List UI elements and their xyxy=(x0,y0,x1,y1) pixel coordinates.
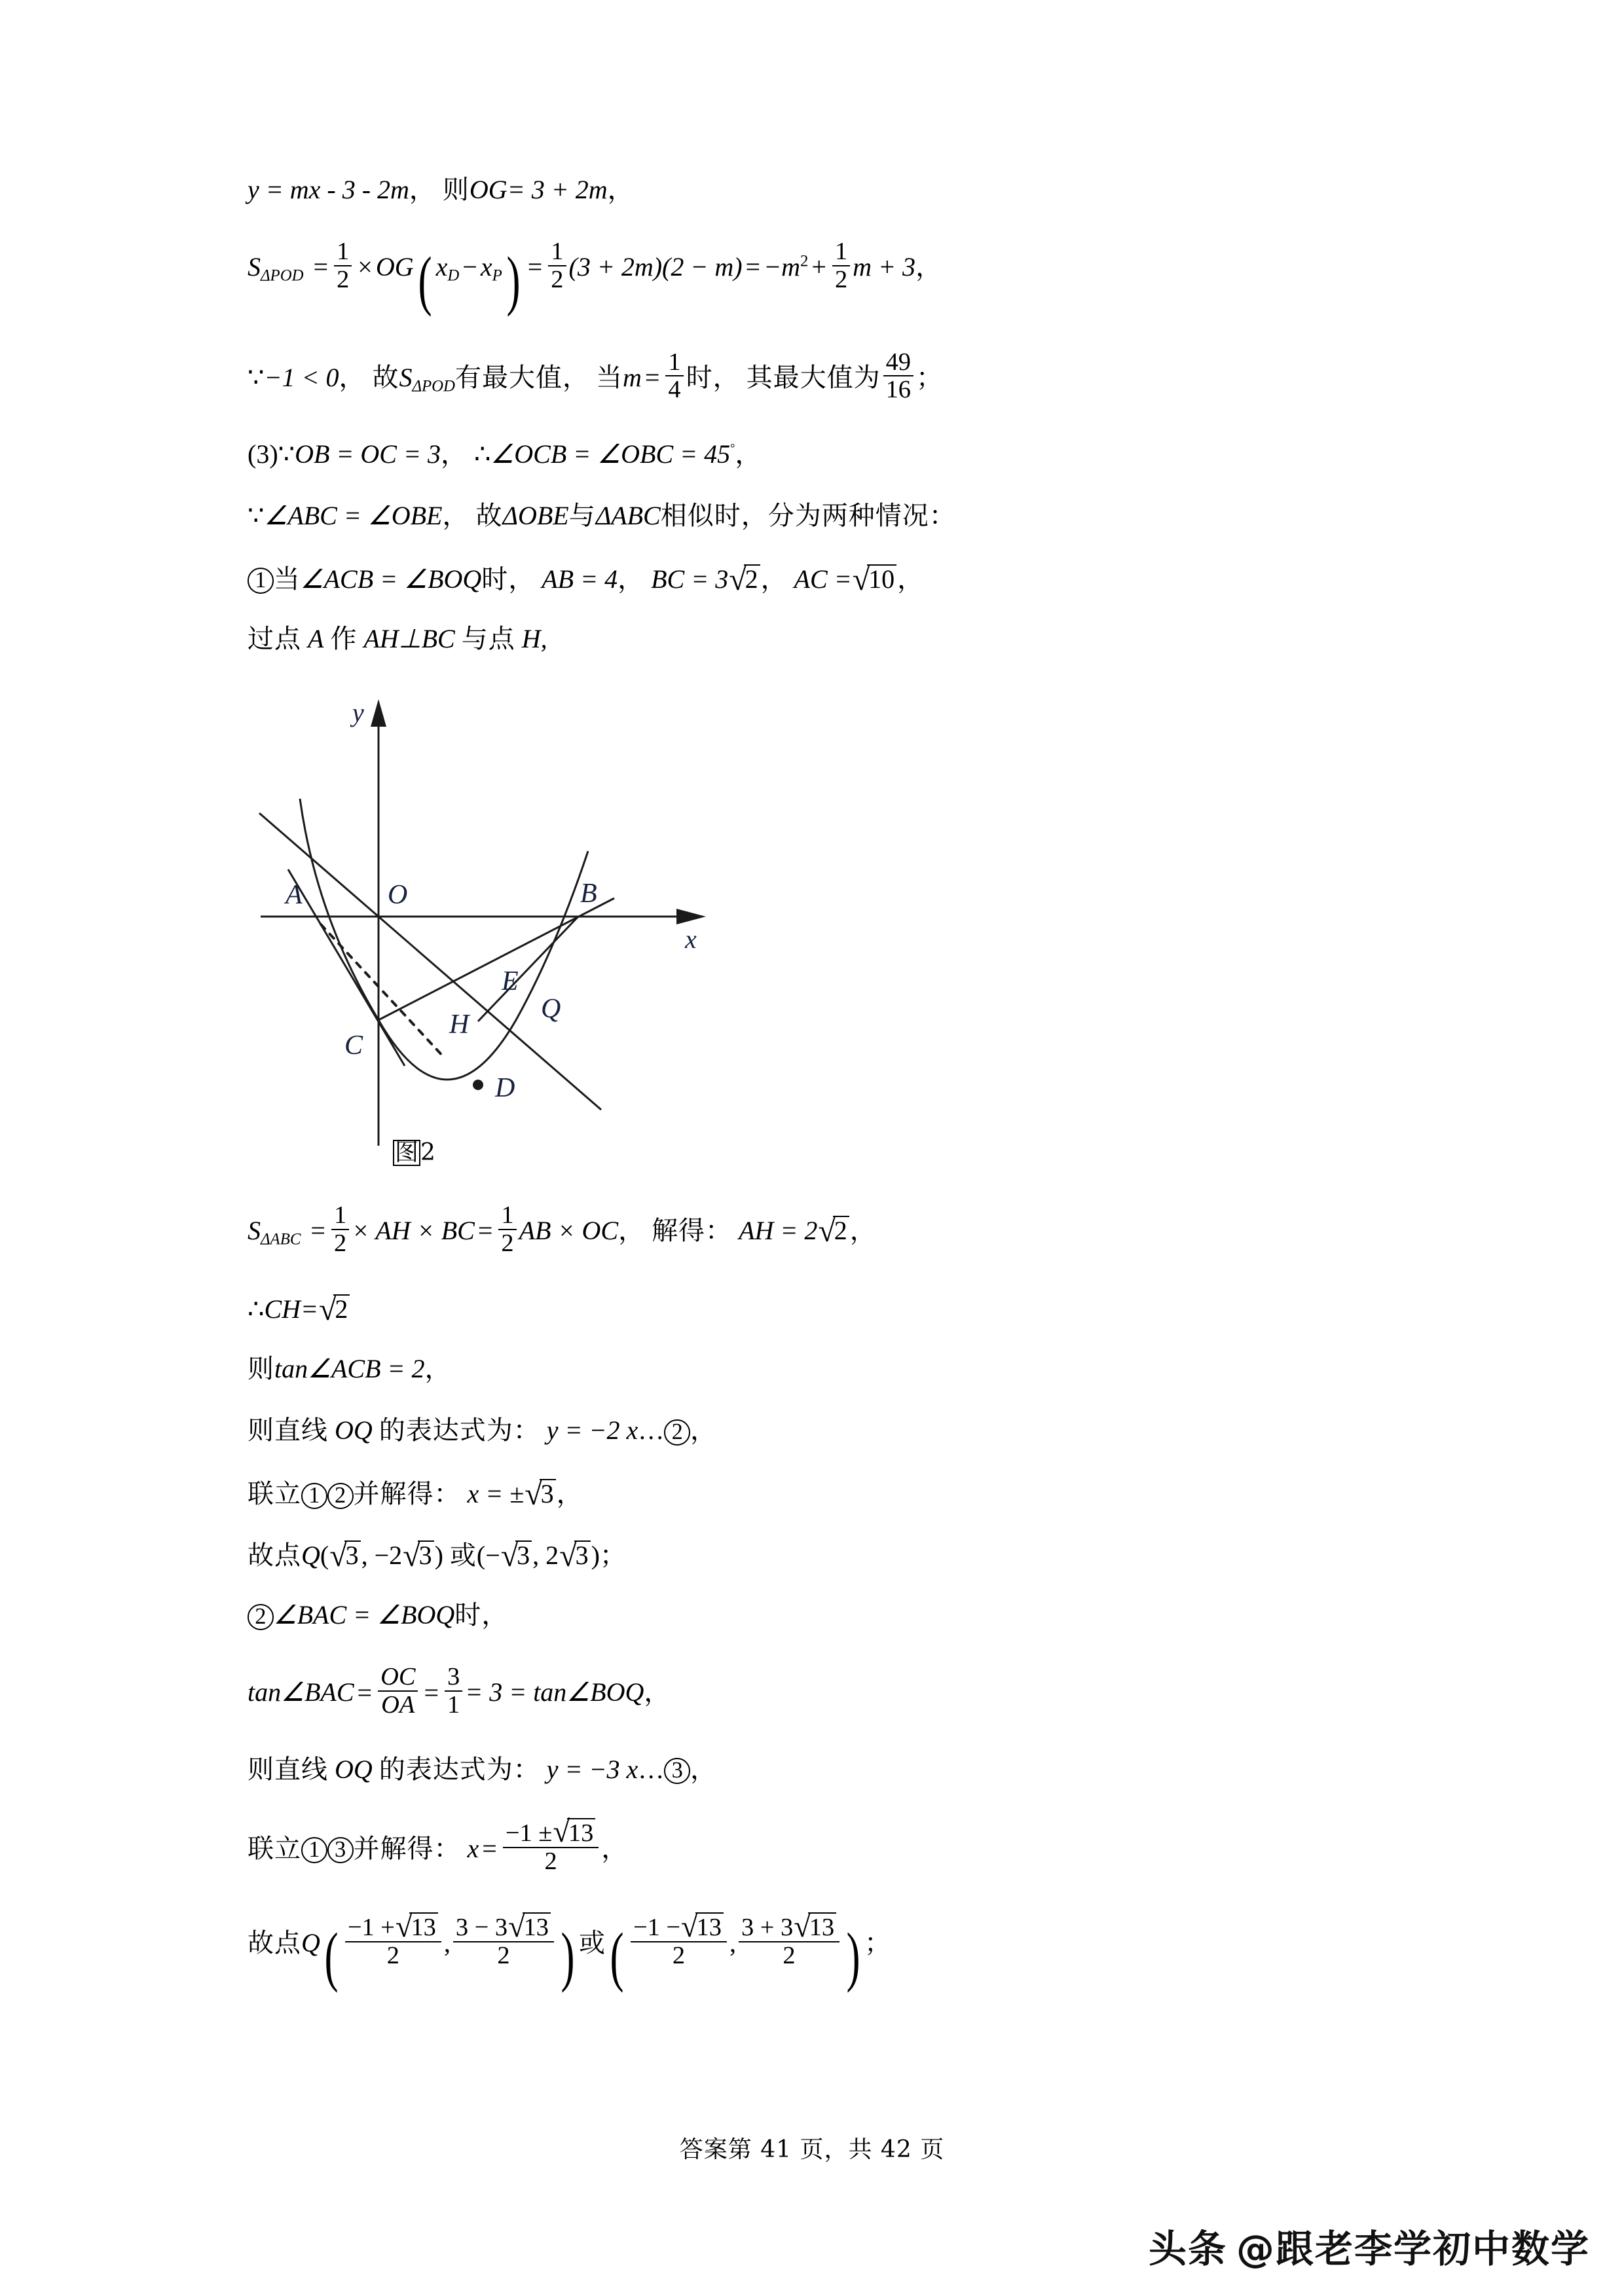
text-shi-2: 时， xyxy=(481,564,536,595)
expr-y-mx: y = mx - 3 - 2m xyxy=(248,175,409,204)
text-then-line: 则直线 xyxy=(248,1415,328,1446)
subscript-P: P xyxy=(492,266,502,285)
semicolon-3: ； xyxy=(864,1928,892,1959)
expr-ch-equals: CH= xyxy=(264,1294,319,1324)
solution-x-pm-sqrt3: x = ± xyxy=(467,1479,525,1509)
ref-marker-3b: 3 xyxy=(327,1837,354,1863)
expr-product: (3 + 2m)(2 − m) xyxy=(568,252,743,282)
paren-open-2: ( xyxy=(320,1540,329,1571)
caption-number: 2 xyxy=(420,1139,435,1167)
text-and-solve-2: 并解得： xyxy=(353,1833,461,1864)
length-bc: BC = 3 xyxy=(651,564,729,594)
text-similar-two-cases: 相似时，分为两种情况： xyxy=(660,501,956,532)
text-solving-gives: 解得： xyxy=(652,1216,733,1247)
part-number-3: (3) xyxy=(248,439,278,469)
text-shi: 时， xyxy=(686,362,740,393)
because-symbol-2: ∵ xyxy=(278,439,295,469)
expr-angle-bac-boq: ∠BAC = ∠BOQ xyxy=(273,1600,455,1630)
text-combine-1: 联立 xyxy=(248,1479,301,1510)
sqrt-13-b1: √ 13 xyxy=(681,1912,724,1941)
paren-close-1: ) xyxy=(506,243,521,318)
text-at-point: 与点 xyxy=(461,624,515,655)
text-shi-3: 时， xyxy=(454,1600,509,1631)
segment-og-2: OG xyxy=(375,252,414,282)
point-q-ref-1: Q xyxy=(301,1540,320,1571)
segment-og-1: OG xyxy=(469,175,507,204)
label-y-axis: y xyxy=(352,698,364,728)
comma-6: ， xyxy=(735,439,762,470)
line-be-segment xyxy=(478,917,578,1021)
equals-1: = xyxy=(313,252,329,282)
case-marker-2: 2 xyxy=(248,1604,274,1630)
expr-ab-times-oc: AB × OC xyxy=(519,1216,619,1246)
comma-17: ， xyxy=(690,1754,718,1785)
ellipsis-1: … xyxy=(638,1415,665,1446)
equation-line-17-solve-1-3 xyxy=(248,1815,1400,1875)
word-or-1: 或 xyxy=(449,1540,477,1571)
sqrt-10-ac: √ 10 xyxy=(853,564,896,592)
coord-sep-3: , xyxy=(443,1928,451,1958)
solution-body xyxy=(248,177,1400,2025)
exponent-2: 2 xyxy=(800,252,809,270)
sqrt-13-x: √ 13 xyxy=(553,1818,595,1847)
fraction-one-quarter: $\frac{1}{4}$ xyxy=(665,349,683,403)
semicolon-2: ； xyxy=(599,1540,627,1571)
word-or-2: 或 xyxy=(578,1928,606,1959)
equals-3: = xyxy=(745,252,761,282)
fraction-half-1: $\frac{1}{2}$ xyxy=(334,238,352,293)
text-and-solve-1: 并解得： xyxy=(353,1479,461,1510)
line-oq-ref-1: OQ xyxy=(335,1415,373,1446)
sqrt-3-q2y: √ 3 xyxy=(559,1540,590,1569)
fraction-q2b-x: −1 − √ 13 2 xyxy=(631,1912,727,1969)
fraction-half-3: $\frac{1}{2}$ xyxy=(832,238,850,293)
eq-marker-2: 2 xyxy=(664,1419,690,1446)
equation-line-2-area-pod xyxy=(248,238,1400,318)
point-d-dot xyxy=(473,1080,483,1090)
fraction-q2a-x: −1 + √ 13 2 xyxy=(345,1912,441,1969)
comma-8: ， xyxy=(618,564,645,595)
equation-line-10-tan-acb xyxy=(248,1356,1400,1387)
fraction-half-2: $\frac{1}{2}$ xyxy=(548,238,566,293)
var-m-1: m xyxy=(622,362,642,392)
equals-6: = xyxy=(477,1216,493,1246)
comma-16: ， xyxy=(644,1677,671,1708)
label-E: E xyxy=(502,966,519,997)
equals-9: = xyxy=(482,1833,497,1863)
point-h-ref: H, xyxy=(521,624,547,654)
equation-line-12-solve-1-2 xyxy=(248,1476,1400,1512)
expr-ah-times-bc: × AH × BC xyxy=(352,1216,475,1246)
comma-11: ， xyxy=(618,1216,646,1247)
symbol-S: S xyxy=(248,252,261,282)
point-q-ref-2: Q xyxy=(301,1928,320,1958)
label-A: A xyxy=(286,880,303,911)
text-expression-is-2: 的表达式为： xyxy=(378,1754,540,1785)
eq-marker-3: 3 xyxy=(664,1758,690,1784)
length-ac: AC = xyxy=(794,564,852,594)
fraction-x-solution: −1 ± √ 13 2 xyxy=(503,1818,599,1874)
paren-close-2: ) xyxy=(434,1540,443,1571)
fraction-q2a-y: 3 − 3 √ 13 2 xyxy=(453,1912,554,1969)
text-max-value-is: 其最大值为 xyxy=(746,362,881,393)
coord-sep-1: , −2 xyxy=(361,1540,403,1571)
fraction-49-16: $\frac{49}{16}$ xyxy=(883,349,913,403)
expr-ah-perp-bc: AH⊥BC xyxy=(363,624,455,654)
because-symbol-3: ∵ xyxy=(248,501,265,531)
expr-angles-45: ∠OCB = ∠OBC = 45 xyxy=(490,439,731,469)
var-xd: x xyxy=(435,252,448,282)
subscript-delta-abc: ΔABC xyxy=(261,1230,301,1248)
equation-line-15-tan-bac xyxy=(248,1664,1400,1718)
sqrt-13-a2: √ 13 xyxy=(508,1912,551,1941)
expr-og-value: = 3 + 2m xyxy=(507,175,608,204)
term-m-plus-3: m + 3 xyxy=(853,252,916,282)
word-when-2: 当 xyxy=(273,564,301,595)
degree-symbol-1: ° xyxy=(730,441,735,454)
caption-boxed-glyph: 图 xyxy=(393,1140,420,1166)
inequality-neg1-lt-0: −1 < 0 xyxy=(264,362,339,392)
page-footer: 答案第 41 页，共 42 页 xyxy=(679,2136,945,2163)
sqrt-3-q2x: √ 3 xyxy=(501,1540,532,1569)
comma-10: ， xyxy=(897,564,925,595)
parabola-diagram-svg xyxy=(248,687,719,1146)
coord-sep-2: , 2 xyxy=(532,1540,559,1571)
equation-line-5-similar-cases xyxy=(248,503,1400,534)
label-O: O xyxy=(388,880,408,911)
label-C: C xyxy=(344,1030,363,1061)
result-ah: AH = 2 xyxy=(739,1216,818,1246)
line-oq-ray xyxy=(378,917,601,1110)
paren-close-3: ) xyxy=(591,1540,600,1571)
expr-y-neg2x: y = −2 x xyxy=(546,1415,638,1446)
subscript-delta-pod-2: ΔPOD xyxy=(412,377,455,395)
equals-5: = xyxy=(310,1216,325,1246)
label-H: H xyxy=(449,1010,470,1040)
sqrt-3-x: √ 3 xyxy=(525,1479,555,1507)
equation-line-18-point-q-case2 xyxy=(248,1909,1400,1994)
dashed-line-ah xyxy=(321,924,444,1057)
comma-15: ， xyxy=(556,1479,583,1510)
equation-line-6-case-1 xyxy=(248,561,1400,597)
paren-close-4: ) xyxy=(561,1920,575,1994)
equation-line-16-oq-eq3 xyxy=(248,1754,1400,1788)
label-Q: Q xyxy=(541,994,561,1025)
equals-7: = xyxy=(357,1677,373,1707)
equation-line-1 xyxy=(248,177,1400,208)
sqrt-3-q1y: √ 3 xyxy=(403,1540,434,1569)
comma-4: ， xyxy=(339,362,366,393)
comma-1: ， xyxy=(409,175,436,205)
expr-equals-3-tan-boq: = 3 = tan∠BOQ xyxy=(465,1677,644,1707)
ellipsis-2: … xyxy=(638,1754,665,1784)
subscript-delta-pod: ΔPOD xyxy=(261,266,304,285)
comma-7: ， xyxy=(442,501,470,532)
paren-close-5: ) xyxy=(846,1920,860,1994)
paren-open-1: ( xyxy=(418,243,432,318)
comma-5: ， xyxy=(440,439,468,470)
equals-4: = xyxy=(644,362,660,392)
label-x-axis: x xyxy=(685,924,697,955)
symbol-S-2: S xyxy=(399,362,413,392)
because-symbol-1: ∵ xyxy=(248,362,265,392)
equation-line-7-construct-ah xyxy=(248,626,1400,657)
equation-line-9-ch xyxy=(248,1294,1400,1326)
line-oq-ref-2: OQ xyxy=(335,1754,373,1784)
text-combine-2: 联立 xyxy=(248,1833,301,1864)
text-therefore-point-1: 故点 xyxy=(248,1540,301,1571)
subscript-D: D xyxy=(447,266,460,285)
length-ab: AB = 4 xyxy=(542,564,618,594)
coord-sep-4: , xyxy=(729,1928,736,1958)
label-B: B xyxy=(580,879,597,909)
word-therefore-cn-1: 故 xyxy=(372,362,399,393)
case-marker-1: 1 xyxy=(248,568,274,594)
fraction-half-4: $\frac{1}{2}$ xyxy=(331,1202,349,1256)
paren-open-4: ( xyxy=(324,1920,339,1994)
watermark-handle: @跟老李学初中数学 xyxy=(1236,2227,1590,2271)
minus-1: − xyxy=(462,252,477,282)
semicolon-1: ； xyxy=(916,362,943,393)
text-therefore-point-2: 故点 xyxy=(248,1928,301,1959)
expr-y-neg3x: y = −3 x xyxy=(546,1754,638,1784)
word-make: 作 xyxy=(330,624,358,655)
comma-18: ， xyxy=(601,1833,629,1864)
fraction-half-5: $\frac{1}{2}$ xyxy=(498,1202,516,1256)
fraction-q2b-y: 3 + 3 √ 13 2 xyxy=(739,1912,840,1969)
line-left-upper-to-origin xyxy=(259,813,378,917)
comma-3: ， xyxy=(915,252,943,283)
label-D: D xyxy=(495,1073,515,1104)
times-1: × xyxy=(358,252,373,282)
text-then-line-2: 则直线 xyxy=(248,1754,328,1785)
fraction-3-1: $\frac{3}{1}$ xyxy=(445,1664,462,1718)
ref-marker-1a: 1 xyxy=(301,1483,327,1509)
figure-caption xyxy=(393,1139,435,1166)
watermark xyxy=(1149,2218,1590,2273)
paren-open-3: (− xyxy=(476,1540,500,1571)
triangle-abc: ΔABC xyxy=(595,501,661,531)
expr-ob-oc-3: OB = OC = 3 xyxy=(295,439,441,469)
comma-9: ， xyxy=(760,564,788,595)
figure-2-graph xyxy=(248,687,719,1185)
fraction-oc-oa: $\frac{OC}{OA}$ xyxy=(378,1664,418,1718)
equals-2: = xyxy=(527,252,543,282)
sqrt-3-q1x: √ 3 xyxy=(329,1540,360,1569)
symbol-S-3: S xyxy=(248,1216,261,1246)
frac-num-x: −1 ± √ 13 xyxy=(503,1818,599,1847)
sqrt-13-a1: √ 13 xyxy=(396,1912,438,1941)
equation-line-3-max-value xyxy=(248,349,1400,403)
equals-8: = xyxy=(424,1677,439,1707)
text-has-max: 有最大值， xyxy=(454,362,589,393)
comma-14: ， xyxy=(690,1415,718,1446)
word-therefore-cn-2: 故 xyxy=(475,501,503,532)
word-and: 与 xyxy=(568,501,596,532)
comma-12: ， xyxy=(849,1216,877,1247)
comma-13: ， xyxy=(424,1354,452,1385)
y-axis-arrow xyxy=(371,699,386,727)
text-through-point: 过点 xyxy=(248,624,301,655)
x-axis-arrow xyxy=(676,909,706,924)
equation-line-4-part3 xyxy=(248,441,1400,473)
expr-tan-bac: tan∠BAC xyxy=(248,1677,354,1707)
therefore-symbol-2: ∴ xyxy=(248,1294,265,1324)
therefore-symbol-1: ∴ xyxy=(473,439,491,469)
text-expression-is: 的表达式为： xyxy=(378,1415,540,1446)
watermark-brand: 头条 xyxy=(1148,2227,1227,2271)
equation-line-11-oq-eq2 xyxy=(248,1417,1400,1449)
sqrt-2-ch: √ 2 xyxy=(319,1294,350,1322)
parabola-curve xyxy=(300,799,588,1080)
ref-marker-2a: 2 xyxy=(327,1483,354,1509)
word-then-1: 则 xyxy=(442,175,470,205)
point-a-ref: A xyxy=(308,624,324,654)
ref-marker-1b: 1 xyxy=(301,1837,327,1863)
expr-tan-acb: tan∠ACB = 2 xyxy=(274,1354,425,1384)
triangle-obe: ΔOBE xyxy=(502,501,569,531)
paren-open-5: ( xyxy=(610,1920,624,1994)
sqrt-2-bc: √ 2 xyxy=(729,564,760,592)
term-m-squared: −m xyxy=(764,252,800,282)
var-xp: x xyxy=(480,252,492,282)
plus-1: + xyxy=(811,252,826,282)
equation-line-13-point-q-case1 xyxy=(248,1540,1400,1572)
expr-angle-abc-obe: ∠ABC = ∠OBE xyxy=(264,501,443,531)
expr-angle-acb-boq: ∠ACB = ∠BOQ xyxy=(300,564,482,594)
var-x-2: x xyxy=(467,1833,479,1863)
equation-line-8-area-abc xyxy=(248,1202,1400,1256)
comma-2: ， xyxy=(607,175,635,205)
word-then-2: 则 xyxy=(248,1354,274,1385)
sqrt-13-b2: √ 13 xyxy=(794,1912,836,1941)
equation-line-14-case-2 xyxy=(248,1602,1400,1633)
sqrt-2-ah: √ 2 xyxy=(818,1216,849,1244)
word-when: 当 xyxy=(595,362,623,393)
